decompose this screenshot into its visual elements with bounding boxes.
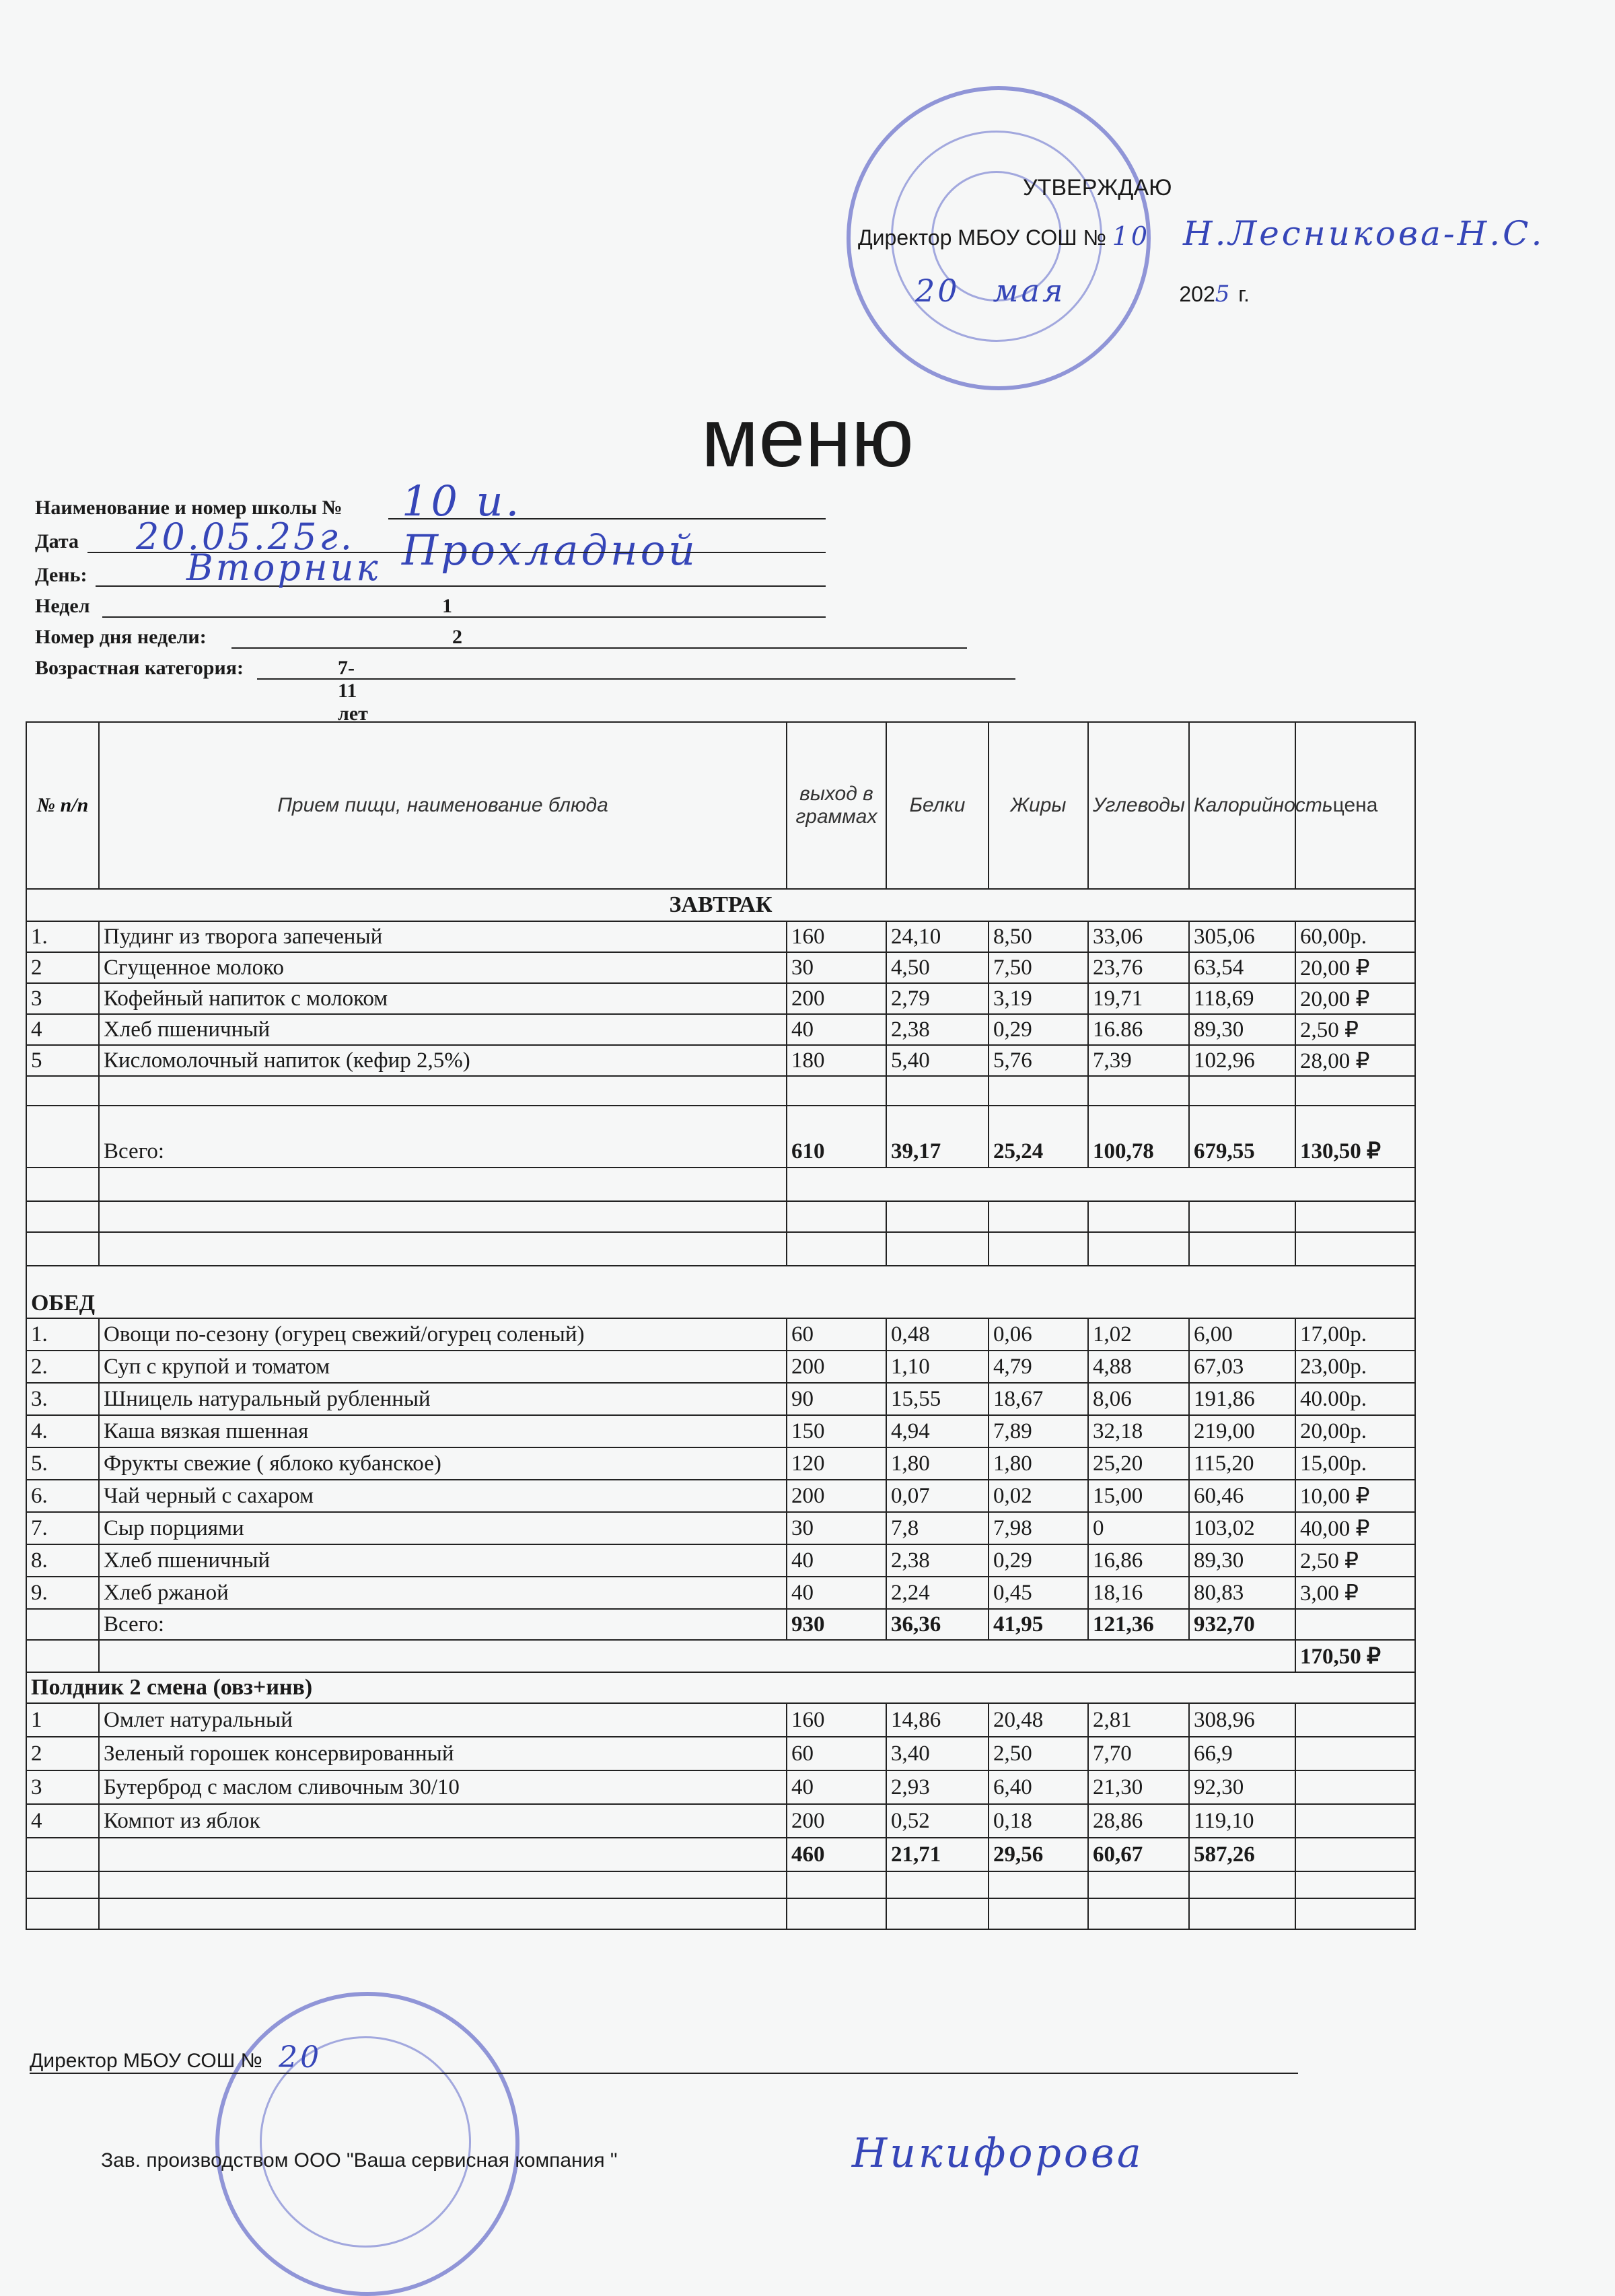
total-price (1295, 1609, 1415, 1640)
footer-production-signature: Никифорова (851, 2130, 1144, 2177)
weight: 60 (787, 1318, 886, 1351)
row-number: 9. (26, 1577, 99, 1609)
carbs: 16.86 (1088, 1014, 1189, 1045)
table-row (26, 983, 1415, 1014)
carbs: 23,76 (1088, 952, 1189, 983)
calories: 80,83 (1189, 1577, 1295, 1609)
total-price (1295, 1838, 1415, 1871)
table-row (26, 1014, 1415, 1045)
fat: 2,50 (989, 1737, 1088, 1770)
header-calories: Калорийность (1189, 722, 1295, 889)
weight: 90 (787, 1383, 886, 1415)
table-row (26, 1351, 1415, 1383)
carbs: 15,00 (1088, 1480, 1189, 1512)
weight: 160 (787, 921, 886, 952)
section-title: Полдник 2 смена (овз+инв) (26, 1672, 1415, 1703)
info-school-value: 10 и. Прохладной (402, 476, 698, 575)
weight: 200 (787, 1480, 886, 1512)
info-day-value: Вторник (186, 546, 381, 589)
calories: 67,03 (1189, 1351, 1295, 1383)
lunch-total-row (26, 1609, 1415, 1640)
weight: 200 (787, 1351, 886, 1383)
price: 2,50 ₽ (1295, 1014, 1415, 1045)
empty-row (26, 1076, 1415, 1106)
approval-date-year-hand: 5 (1215, 281, 1233, 308)
fat: 0,29 (989, 1014, 1088, 1045)
price (1295, 1737, 1415, 1770)
total-carbs: 60,67 (1088, 1838, 1189, 1871)
row-number: 3 (26, 1770, 99, 1804)
calories: 103,02 (1189, 1512, 1295, 1544)
weight: 30 (787, 1512, 886, 1544)
table-header-row (26, 722, 1415, 889)
footer-production (101, 2130, 1144, 2177)
row-number: 5 (26, 1045, 99, 1076)
weight: 180 (787, 1045, 886, 1076)
price (1295, 1703, 1415, 1737)
total-protein: 21,71 (886, 1838, 989, 1871)
info-day (35, 546, 381, 591)
price: 10,00 ₽ (1295, 1480, 1415, 1512)
protein: 2,93 (886, 1770, 989, 1804)
dish-name: Кофейный напиток с молоком (99, 983, 787, 1014)
table-row (26, 1512, 1415, 1544)
approval-director-signature: Н.Лесникова-Н.С. (1182, 214, 1545, 253)
protein: 4,50 (886, 952, 989, 983)
row-number: 4. (26, 1415, 99, 1447)
dish-name: Хлеб ржаной (99, 1577, 787, 1609)
row-number: 5. (26, 1447, 99, 1480)
fat: 5,76 (989, 1045, 1088, 1076)
carbs: 19,71 (1088, 983, 1189, 1014)
total-weight: 930 (787, 1609, 886, 1640)
calories: 308,96 (1189, 1703, 1295, 1737)
dish-name: Каша вязкая пшенная (99, 1415, 787, 1447)
protein: 2,24 (886, 1577, 989, 1609)
protein: 0,07 (886, 1480, 989, 1512)
info-age (35, 657, 368, 725)
empty-row (26, 1871, 1415, 1898)
dish-name: Хлеб пшеничный (99, 1014, 787, 1045)
fat: 20,48 (989, 1703, 1088, 1737)
weight: 60 (787, 1737, 886, 1770)
approve-heading: УТВЕРЖДАЮ (1023, 175, 1172, 201)
price: 28,00 ₽ (1295, 1045, 1415, 1076)
protein: 1,80 (886, 1447, 989, 1480)
carbs: 16,86 (1088, 1544, 1189, 1577)
header-weight: выход в граммах (787, 722, 886, 889)
approval-director-line (858, 214, 1544, 253)
price (1295, 1804, 1415, 1838)
footer-director-number: 20 (279, 2040, 322, 2075)
fat: 8,50 (989, 921, 1088, 952)
weight: 40 (787, 1770, 886, 1804)
info-weekday-number-value: 2 (452, 626, 462, 648)
carbs: 0 (1088, 1512, 1189, 1544)
approval-date-year: 202 (1179, 282, 1215, 306)
calories: 6,00 (1189, 1318, 1295, 1351)
section-breakfast (26, 889, 1415, 921)
carbs: 7,70 (1088, 1737, 1189, 1770)
table-row (26, 1318, 1415, 1351)
price: 60,00р. (1295, 921, 1415, 952)
info-age-value: 7-11 лет (338, 657, 368, 725)
price: 20,00 ₽ (1295, 983, 1415, 1014)
info-week-label: Недел (35, 595, 90, 617)
fat: 0,29 (989, 1544, 1088, 1577)
calories: 118,69 (1189, 983, 1295, 1014)
total-label (99, 1838, 787, 1871)
fat: 0,06 (989, 1318, 1088, 1351)
carbs: 2,81 (1088, 1703, 1189, 1737)
total-label: Всего: (99, 1106, 787, 1168)
weight: 150 (787, 1415, 886, 1447)
protein: 0,48 (886, 1318, 989, 1351)
weight: 200 (787, 1804, 886, 1838)
calories: 92,30 (1189, 1770, 1295, 1804)
total-fat: 25,24 (989, 1106, 1088, 1168)
row-number: 2 (26, 952, 99, 983)
total-protein: 36,36 (886, 1609, 989, 1640)
row-number: 1 (26, 1703, 99, 1737)
footer-director (30, 2040, 322, 2075)
dish-name: Бутерброд с маслом сливочным 30/10 (99, 1770, 787, 1804)
section-snack (26, 1672, 1415, 1703)
lunch-rows (26, 1318, 1415, 1609)
weight: 40 (787, 1014, 886, 1045)
total-calories: 679,55 (1189, 1106, 1295, 1168)
table-row (26, 1804, 1415, 1838)
protein: 14,86 (886, 1703, 989, 1737)
calories: 89,30 (1189, 1014, 1295, 1045)
weight: 120 (787, 1447, 886, 1480)
total-fat: 41,95 (989, 1609, 1088, 1640)
price: 20,00р. (1295, 1415, 1415, 1447)
row-number: 3 (26, 983, 99, 1014)
approval-date-month: мая (993, 273, 1066, 309)
fat: 1,80 (989, 1447, 1088, 1480)
protein: 15,55 (886, 1383, 989, 1415)
fat: 7,50 (989, 952, 1088, 983)
calories: 102,96 (1189, 1045, 1295, 1076)
dish-name: Хлеб пшеничный (99, 1544, 787, 1577)
info-day-label: День: (35, 564, 87, 586)
weight: 30 (787, 952, 886, 983)
price: 3,00 ₽ (1295, 1577, 1415, 1609)
header-fat: Жиры (989, 722, 1088, 889)
info-weekday-number (35, 626, 462, 653)
carbs: 4,88 (1088, 1351, 1189, 1383)
table-row (26, 1383, 1415, 1415)
footer-director-underline (30, 2073, 1298, 2074)
carbs: 32,18 (1088, 1415, 1189, 1447)
carbs: 1,02 (1088, 1318, 1189, 1351)
row-number: 6. (26, 1480, 99, 1512)
price: 40,00 ₽ (1295, 1512, 1415, 1544)
table-row (26, 1703, 1415, 1737)
price (1295, 1770, 1415, 1804)
total-carbs: 121,36 (1088, 1609, 1189, 1640)
protein: 4,94 (886, 1415, 989, 1447)
row-number: 2 (26, 1737, 99, 1770)
dish-name: Чай черный с сахаром (99, 1480, 787, 1512)
weight: 160 (787, 1703, 886, 1737)
price: 40.00р. (1295, 1383, 1415, 1415)
table-row (26, 1045, 1415, 1076)
weight: 40 (787, 1577, 886, 1609)
fat: 7,98 (989, 1512, 1088, 1544)
dish-name: Компот из яблок (99, 1804, 787, 1838)
carbs: 21,30 (1088, 1770, 1189, 1804)
table-row (26, 1737, 1415, 1770)
carbs: 18,16 (1088, 1577, 1189, 1609)
protein: 5,40 (886, 1045, 989, 1076)
info-school-label: Наименование и номер школы № (35, 497, 343, 519)
protein: 2,38 (886, 1544, 989, 1577)
info-age-label: Возрастная категория: (35, 657, 244, 679)
calories: 66,9 (1189, 1737, 1295, 1770)
dish-name: Шницель натуральный рубленный (99, 1383, 787, 1415)
calories: 60,46 (1189, 1480, 1295, 1512)
table-row (26, 952, 1415, 983)
total-calories: 932,70 (1189, 1609, 1295, 1640)
calories: 219,00 (1189, 1415, 1295, 1447)
total-label: Всего: (99, 1609, 787, 1640)
header-number: № п/п (26, 722, 99, 889)
info-date-label: Дата (35, 530, 79, 552)
approval-director-label: Директор МБОУ СОШ № (858, 225, 1106, 250)
row-number: 7. (26, 1512, 99, 1544)
info-week-value: 1 (442, 595, 452, 617)
footer-production-label: Зав. производством ООО "Ваша сервисная компания " (101, 2149, 618, 2172)
price: 17,00р. (1295, 1318, 1415, 1351)
carbs: 25,20 (1088, 1447, 1189, 1480)
calories: 119,10 (1189, 1804, 1295, 1838)
price: 15,00р. (1295, 1447, 1415, 1480)
table-row (26, 1415, 1415, 1447)
snack-total-row (26, 1838, 1415, 1871)
price: 2,50 ₽ (1295, 1544, 1415, 1577)
approval-date-suffix: г. (1238, 282, 1250, 306)
carbs: 28,86 (1088, 1804, 1189, 1838)
fat: 0,18 (989, 1804, 1088, 1838)
footer-director-label: Директор МБОУ СОШ № (30, 2050, 262, 2072)
protein: 3,40 (886, 1737, 989, 1770)
protein: 24,10 (886, 921, 989, 952)
fat: 18,67 (989, 1383, 1088, 1415)
protein: 7,8 (886, 1512, 989, 1544)
dish-name: Фрукты свежие ( яблоко кубанское) (99, 1447, 787, 1480)
total-protein: 39,17 (886, 1106, 989, 1168)
section-title: ОБЕД (26, 1266, 1415, 1318)
total-price: 130,50 ₽ (1295, 1106, 1415, 1168)
protein: 1,10 (886, 1351, 989, 1383)
calories: 63,54 (1189, 952, 1295, 983)
row-number: 4 (26, 1804, 99, 1838)
calories: 89,30 (1189, 1544, 1295, 1577)
row-number: 3. (26, 1383, 99, 1415)
calories: 115,20 (1189, 1447, 1295, 1480)
table-row (26, 921, 1415, 952)
calories: 305,06 (1189, 921, 1295, 952)
fat: 3,19 (989, 983, 1088, 1014)
protein: 2,79 (886, 983, 989, 1014)
table-row (26, 1544, 1415, 1577)
section-lunch (26, 1266, 1415, 1318)
dish-name: Зеленый горошек консервированный (99, 1737, 787, 1770)
info-date (35, 515, 355, 558)
row-number: 4 (26, 1014, 99, 1045)
total-fat: 29,56 (989, 1838, 1088, 1871)
carbs: 33,06 (1088, 921, 1189, 952)
header-carbs: Углеводы (1088, 722, 1189, 889)
approval-date-line (915, 273, 1250, 309)
breakfast-rows (26, 921, 1415, 1076)
carbs: 7,39 (1088, 1045, 1189, 1076)
row-number: 1. (26, 921, 99, 952)
dish-name: Сгущенное молоко (99, 952, 787, 983)
info-week (35, 595, 452, 622)
row-number: 8. (26, 1544, 99, 1577)
info-weekday-number-label: Номер дня недели: (35, 626, 207, 648)
fat: 6,40 (989, 1770, 1088, 1804)
calories: 191,86 (1189, 1383, 1295, 1415)
table-row (26, 1447, 1415, 1480)
snack-rows (26, 1703, 1415, 1838)
fat: 4,79 (989, 1351, 1088, 1383)
total-cell (26, 1609, 99, 1640)
dish-name: Пудинг из творога запеченый (99, 921, 787, 952)
dish-name: Сыр порциями (99, 1512, 787, 1544)
row-number: 1. (26, 1318, 99, 1351)
total-calories: 587,26 (1189, 1838, 1295, 1871)
breakfast-total-row (26, 1106, 1415, 1168)
price: 23,00р. (1295, 1351, 1415, 1383)
empty-row (26, 1232, 1415, 1266)
weight: 40 (787, 1544, 886, 1577)
page-title: меню (701, 392, 914, 485)
fat: 0,02 (989, 1480, 1088, 1512)
info-date-value: 20.05.25г. (136, 515, 355, 558)
dish-name: Кисломолочный напиток (кефир 2,5%) (99, 1045, 787, 1076)
header-price: цена (1295, 722, 1415, 889)
approval-director-number: 10 (1112, 221, 1151, 251)
total-weight: 460 (787, 1838, 886, 1871)
empty-row (26, 1201, 1415, 1232)
weight: 200 (787, 983, 886, 1014)
carbs: 8,06 (1088, 1383, 1189, 1415)
approval-date-day: 20 (915, 273, 960, 309)
dish-name: Овощи по-сезону (огурец свежий/огурец соленый) (99, 1318, 787, 1351)
table-row (26, 1480, 1415, 1512)
menu-table (26, 721, 1416, 1930)
price: 20,00 ₽ (1295, 952, 1415, 983)
header-protein: Белки (886, 722, 989, 889)
dish-name: Суп с крупой и томатом (99, 1351, 787, 1383)
protein: 2,38 (886, 1014, 989, 1045)
table-row (26, 1770, 1415, 1804)
header-dish: Прием пищи, наименование блюда (99, 722, 787, 889)
total-cell (26, 1106, 99, 1168)
section-title: ЗАВТРАК (26, 889, 1415, 921)
fat: 7,89 (989, 1415, 1088, 1447)
empty-row (26, 1898, 1415, 1929)
total-carbs: 100,78 (1088, 1106, 1189, 1168)
table-row (26, 1577, 1415, 1609)
row-number: 2. (26, 1351, 99, 1383)
protein: 0,52 (886, 1804, 989, 1838)
dish-name: Омлет натуральный (99, 1703, 787, 1737)
lunch-price-total-row (26, 1640, 1415, 1672)
lunch-price-total: 170,50 ₽ (1295, 1640, 1415, 1672)
total-cell (26, 1838, 99, 1871)
fat: 0,45 (989, 1577, 1088, 1609)
total-weight: 610 (787, 1106, 886, 1168)
empty-row (26, 1168, 1415, 1201)
